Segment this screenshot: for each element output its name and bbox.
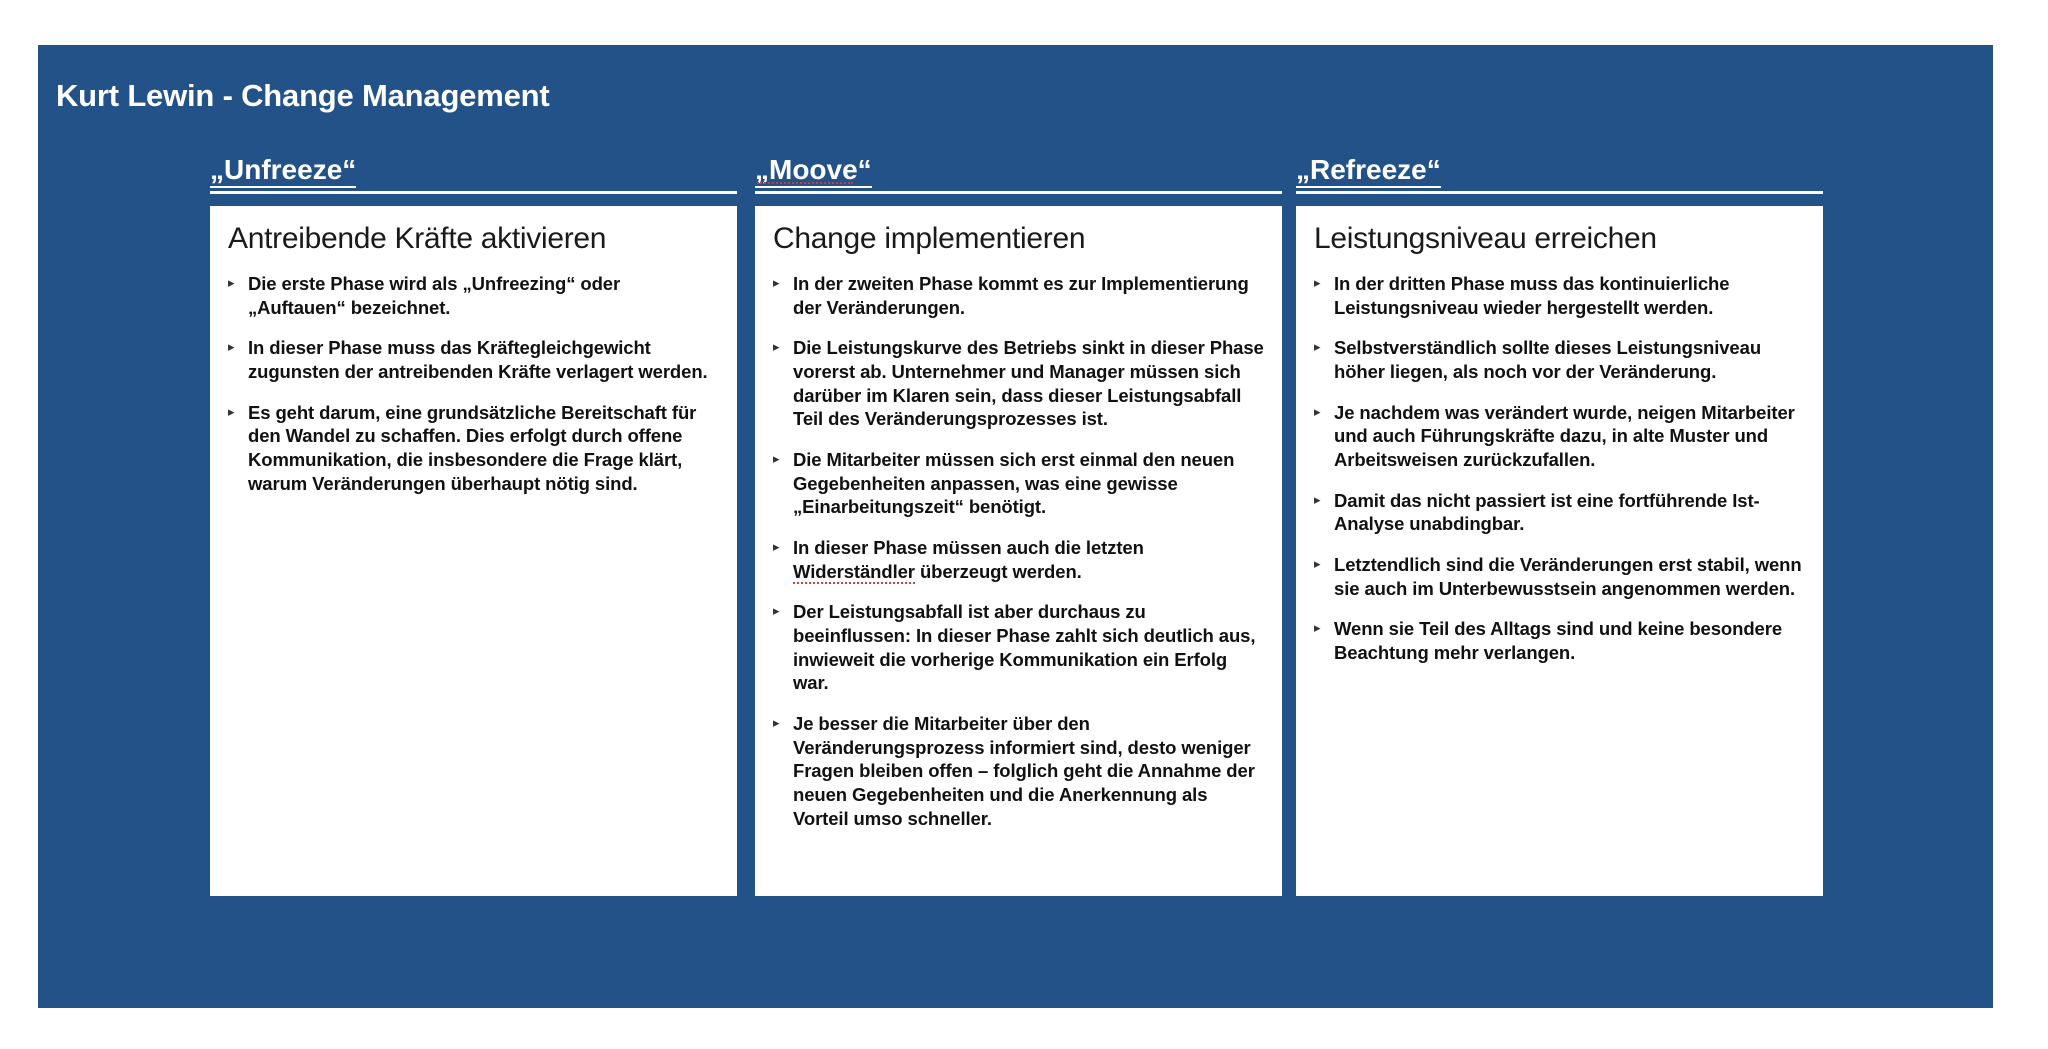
list-item-text: Die Mitarbeiter müssen sich erst einmal den neuen Gegebenheiten anpassen, was eine gewisse „Einarbeitungszeit“ benötigt. bbox=[793, 449, 1235, 518]
column-heading-rule bbox=[210, 191, 737, 194]
list-item bbox=[773, 600, 1264, 695]
phase-card-refreeze bbox=[1296, 206, 1823, 896]
list-item bbox=[1314, 272, 1805, 319]
bullet-marker-icon: ▸ bbox=[773, 539, 780, 555]
list-item bbox=[1314, 617, 1805, 664]
card-title: Change implementieren bbox=[773, 222, 1086, 256]
bullet-marker-icon: ▸ bbox=[773, 339, 780, 355]
list-item-text: Wenn sie Teil des Alltags sind und keine besondere Beachtung mehr verlangen. bbox=[1334, 618, 1783, 664]
list-item-text: In der dritten Phase muss das kontinuierliche Leistungsniveau wieder hergestellt werden. bbox=[1334, 272, 1730, 318]
list-item-text: Die erste Phase wird als „Unfreezing“ oder „Auftauen“ bezeichnet. bbox=[248, 272, 621, 318]
bullet-marker-icon: ▸ bbox=[1314, 403, 1321, 419]
column-heading-rule bbox=[755, 191, 1282, 194]
list-item-text: Damit das nicht passiert ist eine fortführende Ist-Analyse unabdingbar. bbox=[1334, 489, 1760, 535]
list-item bbox=[228, 272, 719, 319]
phase-column-moove bbox=[755, 155, 1282, 896]
list-item bbox=[773, 272, 1264, 319]
column-heading-label: „Moove“ bbox=[755, 154, 872, 188]
bullet-marker-icon: ▸ bbox=[1314, 274, 1321, 290]
column-heading-label: „Unfreeze“ bbox=[210, 154, 356, 188]
bullet-marker-icon: ▸ bbox=[773, 715, 780, 731]
list-item-text: Der Leistungsabfall ist aber durchaus zu beeinflussen: In dieser Phase zahlt sich deutlich aus, inwieweit die vorherige Kommunikation ein Erfolg war. bbox=[793, 601, 1256, 694]
page-title: Kurt Lewin - Change Management bbox=[56, 78, 550, 113]
bullet-list bbox=[773, 272, 1264, 830]
bullet-marker-icon: ▸ bbox=[1314, 556, 1321, 572]
spellcheck-underline-icon bbox=[757, 179, 853, 184]
slide-canvas bbox=[38, 45, 1993, 1008]
bullet-marker-icon: ▸ bbox=[1314, 339, 1321, 355]
card-title: Leistungsniveau erreichen bbox=[1314, 222, 1657, 256]
phase-column-refreeze bbox=[1296, 155, 1823, 896]
list-item bbox=[1314, 336, 1805, 383]
list-item bbox=[1314, 401, 1805, 472]
column-heading-refreeze bbox=[1296, 155, 1823, 189]
bullet-marker-icon: ▸ bbox=[773, 274, 780, 290]
list-item bbox=[773, 448, 1264, 519]
column-heading-label: „Refreeze“ bbox=[1296, 154, 1441, 188]
list-item bbox=[773, 712, 1264, 830]
list-item-text: Die Leistungskurve des Betriebs sinkt in dieser Phase vorerst ab. Unternehmer und Manager müssen sich darüber im Klaren sein, dass dieser Leistungsabfall Teil des Veränderungsprozesses ist. bbox=[793, 337, 1264, 430]
bullet-marker-icon: ▸ bbox=[1314, 491, 1321, 507]
bullet-marker-icon: ▸ bbox=[773, 451, 780, 467]
list-item-text: Es geht darum, eine grundsätzliche Bereitschaft für den Wandel zu schaffen. Dies erfolgt durch offene Kommunikation, die insbesondere die Frage klärt, warum Veränderungen überhaupt nötig sind. bbox=[248, 401, 697, 494]
bullet-list bbox=[1314, 272, 1805, 665]
phase-card-moove bbox=[755, 206, 1282, 896]
list-item bbox=[773, 336, 1264, 431]
list-item-text: Je nachdem was verändert wurde, neigen Mitarbeiter und auch Führungskräfte dazu, in alte Muster und Arbeitsweisen zurückzufallen. bbox=[1334, 401, 1795, 471]
list-item bbox=[1314, 553, 1805, 600]
phase-column-unfreeze bbox=[210, 155, 737, 896]
column-heading-moove bbox=[755, 155, 1282, 189]
bullet-marker-icon: ▸ bbox=[773, 603, 780, 619]
bullet-marker-icon: ▸ bbox=[228, 274, 235, 290]
list-item bbox=[228, 336, 719, 383]
list-item-widerstaendler bbox=[773, 536, 1264, 583]
bullet-marker-icon: ▸ bbox=[228, 403, 235, 419]
column-heading-rule bbox=[1296, 191, 1823, 194]
list-item-text: Letztendlich sind die Veränderungen erst stabil, wenn sie auch im Unterbewusstsein angenommen werden. bbox=[1334, 554, 1802, 599]
column-heading-unfreeze bbox=[210, 155, 737, 189]
list-item-text: In dieser Phase müssen auch die letzten Widerständler überzeugt werden. bbox=[793, 537, 1144, 582]
phase-card-unfreeze bbox=[210, 206, 737, 896]
list-item-text: Je besser die Mitarbeiter über den Veränderungsprozess informiert sind, desto weniger Fragen bleiben offen – folglich geht die Annahme der neuen Gegebenheiten und die Anerkennung als Vorteil umso schneller. bbox=[793, 713, 1255, 829]
bullet-marker-icon: ▸ bbox=[228, 339, 235, 355]
spellcheck-underline-icon: Widerständler bbox=[793, 560, 915, 582]
list-item bbox=[228, 401, 719, 496]
list-item-text: In der zweiten Phase kommt es zur Implementierung der Veränderungen. bbox=[793, 272, 1249, 318]
bullet-marker-icon: ▸ bbox=[1314, 620, 1321, 636]
card-title: Antreibende Kräfte aktivieren bbox=[228, 222, 607, 256]
bullet-list bbox=[228, 272, 719, 495]
list-item-text: In dieser Phase muss das Kräftegleichgewicht zugunsten der antreibenden Kräfte verlagert werden. bbox=[248, 337, 708, 382]
list-item bbox=[1314, 489, 1805, 536]
list-item-text: Selbstverständlich sollte dieses Leistungsniveau höher liegen, als noch vor der Veränderung. bbox=[1334, 337, 1762, 382]
